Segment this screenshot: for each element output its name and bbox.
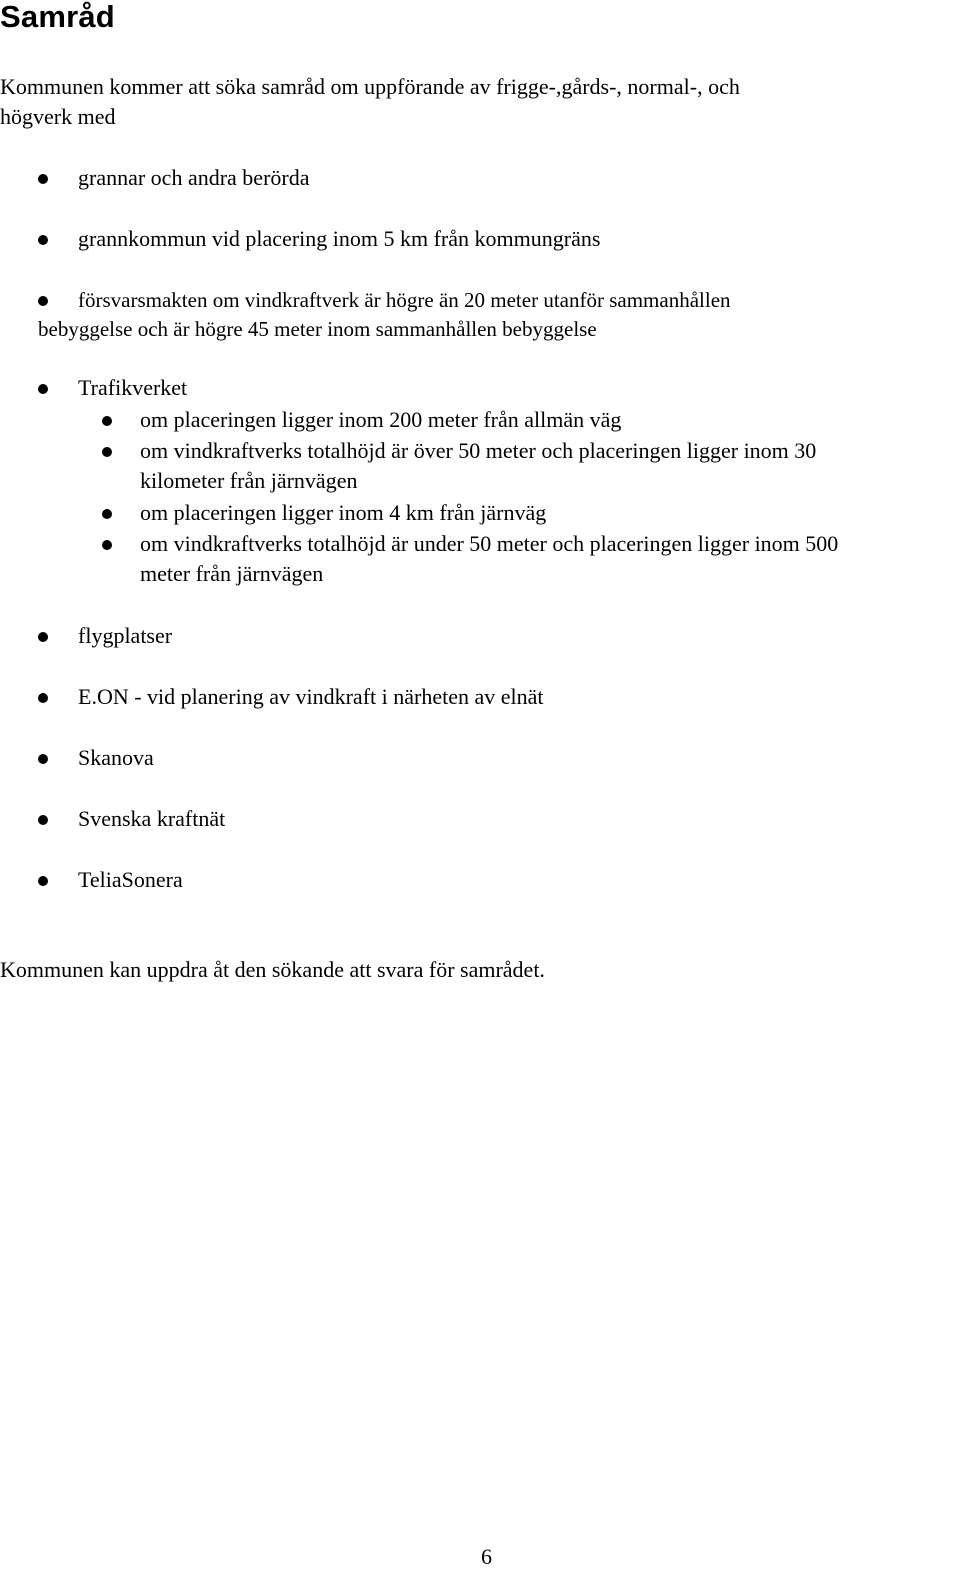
list-item: E.ON - vid planering av vindkraft i närheten av elnät: [78, 684, 544, 709]
bullet-icon: [38, 815, 48, 825]
list-item: försvarsmakten om vindkraftverk är högre än 20 meter utanför sammanhållen: [78, 288, 731, 312]
sub-bullet-icon: [102, 447, 112, 457]
bullet-icon: [38, 876, 48, 886]
page-title: Samråd: [0, 0, 115, 34]
list-item: flygplatser: [78, 623, 173, 648]
bullet-icon: [38, 235, 48, 245]
sub-bullet-icon: [102, 509, 112, 519]
bullet-icon: [38, 693, 48, 703]
sub-bullet-icon: [102, 540, 112, 550]
bullet-icon: [38, 296, 48, 306]
intro-paragraph: [0, 72, 860, 132]
list-item: Svenska kraftnät: [78, 806, 226, 831]
sub-bullet-icon: [102, 416, 112, 426]
list-item: grannar och andra berörda: [78, 165, 310, 190]
bullet-icon: [38, 754, 48, 764]
list-item: grannkommun vid placering inom 5 km från kommungräns: [78, 226, 601, 251]
bullet-icon: [38, 632, 48, 642]
sub-list-item-continuation: meter från järnvägen: [140, 561, 324, 586]
sub-list-item: om vindkraftverks totalhöjd är under 50 meter och placeringen ligger inom 500: [140, 531, 839, 556]
page-number: 6: [481, 1544, 492, 1569]
sub-list-item: om vindkraftverks totalhöjd är över 50 meter och placeringen ligger inom 30: [140, 438, 817, 463]
list-item: TeliaSonera: [78, 867, 183, 892]
intro-line: högverk med: [0, 104, 116, 129]
bullet-icon: [38, 384, 48, 394]
sub-list-item: om placeringen ligger inom 200 meter från allmän väg: [140, 407, 622, 432]
bullet-icon: [38, 174, 48, 184]
list-item-continuation: bebyggelse och är högre 45 meter inom sammanhållen bebyggelse: [38, 317, 597, 341]
sub-list-item: om placeringen ligger inom 4 km från järnväg: [140, 500, 547, 525]
intro-line: Kommunen kommer att söka samråd om uppförande av frigge-,gårds-, normal-, och: [0, 74, 740, 99]
closing-paragraph: Kommunen kan uppdra åt den sökande att svara för samrådet.: [0, 957, 545, 982]
list-item-trafikverket: Trafikverket: [78, 375, 188, 400]
sub-list-item-continuation: kilometer från järnvägen: [140, 468, 358, 493]
list-item: Skanova: [78, 745, 154, 770]
